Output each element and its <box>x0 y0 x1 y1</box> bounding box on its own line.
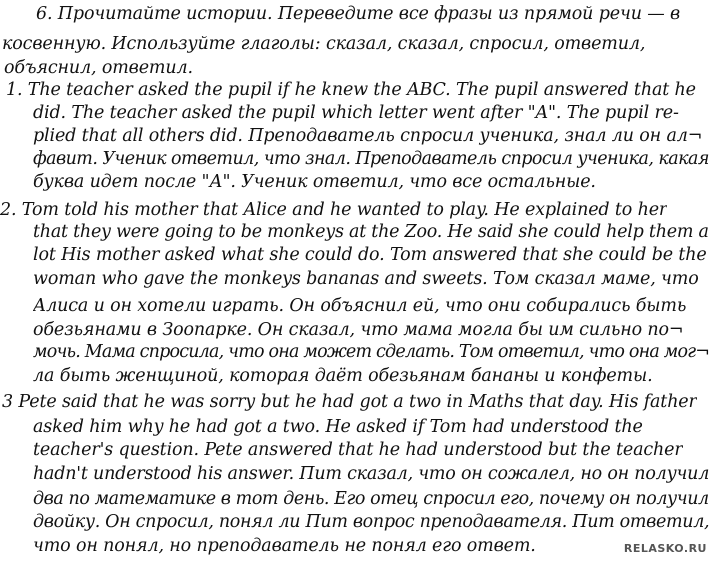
story-2-line: мочь. Мама спросила, что она может сделать. Том ответил, что она мог¬ <box>33 342 709 362</box>
story-3-line: hadn't understood his answer. Пит сказал, что он сожалел, но он получил <box>33 464 709 484</box>
story-2-line: ла быть женщиной, которая даёт обезьянам бананы и конфеты. <box>33 366 653 386</box>
story-2-line: Алиса и он хотели играть. Он объяснил ей, что они собирались быть <box>33 296 687 316</box>
story-2-line: 2. Tom told his mother that Alice and he wanted to play. He explained to her <box>0 200 668 220</box>
story-3-line: два по математике в тот день. Его отец спросил его, почему он получил <box>33 489 709 509</box>
instruction-line: косвенную. Используйте глаголы: сказал, сказал, спросил, ответил, <box>2 34 646 54</box>
story-1-line: фавит. Ученик ответил, что знал. Преподаватель спросил ученика, какая <box>33 149 709 169</box>
story-3-line: что он понял, но преподаватель не понял его ответ. <box>33 536 536 556</box>
story-1-line: plied that all others did. Преподаватель спросил ученика, знал ли он ал¬ <box>33 126 703 146</box>
watermark: RELASKO.RU <box>623 542 707 555</box>
instruction-line: объяснил, ответил. <box>4 58 193 78</box>
story-2-line: lot His mother asked what she could do. Tom answered that she could be the <box>33 245 707 265</box>
story-2-line: that they were going to be monkeys at the Zoo. He said she could help them a <box>33 222 709 242</box>
story-3-line: двойку. Он спросил, понял ли Пит вопрос преподавателя. Пит ответил, <box>33 512 709 532</box>
story-3-line: 3 Pete said that he was sorry but he had got a two in Maths that day. His father <box>2 392 697 412</box>
story-1-line: буква идет после "А". Ученик ответил, что все остальные. <box>33 172 596 192</box>
story-2-line: woman who gave the monkeys bananas and sweets. Том сказал маме, что <box>33 269 699 289</box>
story-3-line: teacher's question. Pete answered that he had understood but the teacher <box>33 440 683 460</box>
story-1-line: 1. The teacher asked the pupil if he knew the ABC. The pupil answered that he <box>6 80 696 100</box>
exercise-heading: 6. Прочитайте истории. Переведите все фразы из прямой речи — в <box>36 4 681 24</box>
story-3-line: asked him why he had got a two. He asked if Tom had understood the <box>33 417 643 437</box>
story-1-line: did. The teacher asked the pupil which letter went after "A". The pupil re- <box>33 103 679 123</box>
story-2-line: обезьянами в Зоопарке. Он сказал, что мама могла бы им сильно по¬ <box>33 320 684 340</box>
